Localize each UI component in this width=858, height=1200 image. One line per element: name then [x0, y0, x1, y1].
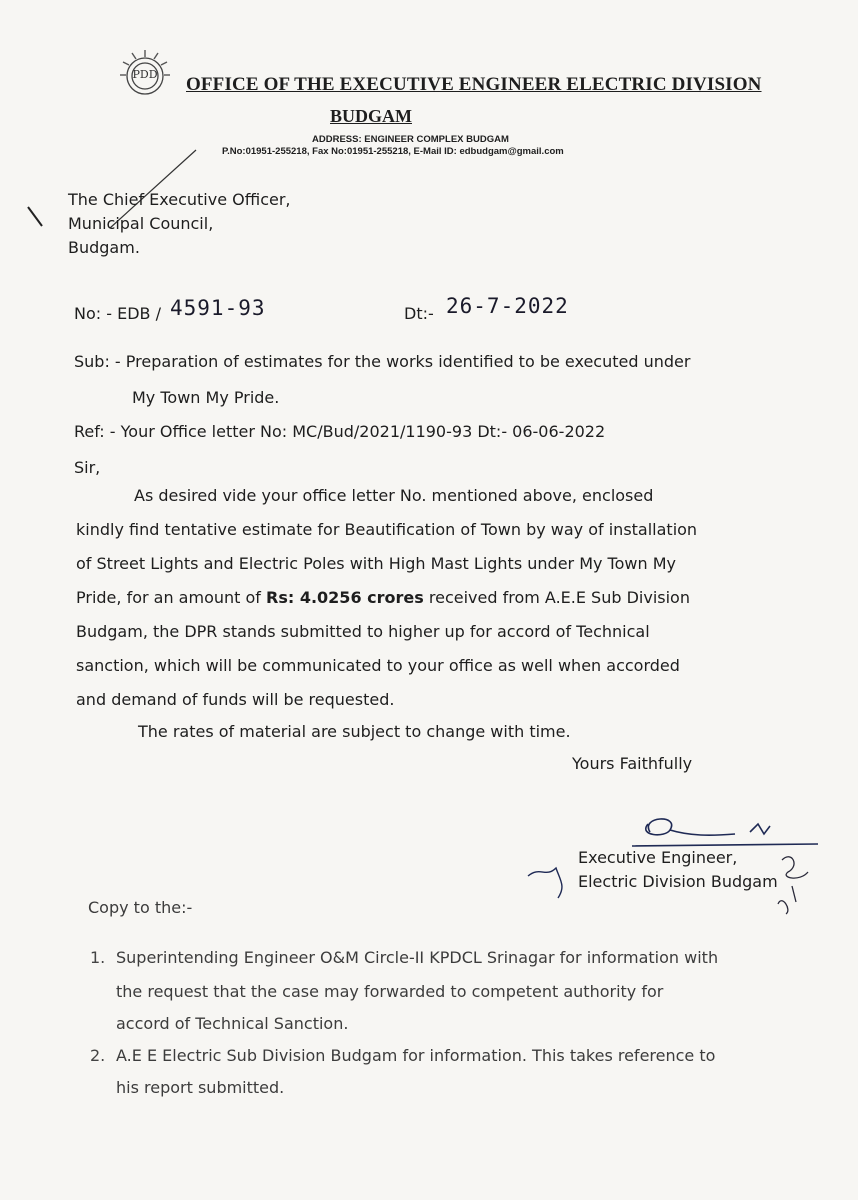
list-number: 2.: [90, 1046, 106, 1065]
office-contact: P.No:01951-255218, Fax No:01951-255218, E-Mail ID: edbudgam@gmail.com: [222, 146, 564, 157]
amount-highlight: Rs: 4.0256 crores: [266, 588, 424, 607]
office-address: ADDRESS: ENGINEER COMPLEX BUDGAM: [312, 134, 509, 145]
body-line: and demand of funds will be requested.: [76, 690, 395, 709]
body-line: kindly find tentative estimate for Beautification of Town by way of installation: [76, 520, 698, 539]
body-line-amount: [76, 588, 690, 607]
date-handwritten: 26-7-2022: [446, 294, 569, 318]
office-city: BUDGAM: [330, 106, 412, 126]
office-title: OFFICE OF THE EXECUTIVE ENGINEER ELECTRIC DIVISION: [186, 74, 762, 95]
rates-note: The rates of material are subject to change with time.: [138, 722, 571, 741]
copy-to-heading: Copy to the:-: [88, 898, 193, 917]
date-label: Dt:-: [404, 304, 434, 323]
signature-block: [578, 846, 778, 894]
recipient-line: Budgam.: [68, 238, 140, 257]
body-line: As desired vide your office letter No. mentioned above, enclosed: [134, 486, 654, 505]
recipient-line: The Chief Executive Officer,: [68, 190, 291, 209]
ref-line: Ref: - Your Office letter No: MC/Bud/2021/1190-93 Dt:- 06-06-2022: [74, 422, 606, 441]
subject-line-cont: My Town My Pride.: [132, 388, 280, 407]
salutation: Sir,: [74, 458, 101, 477]
copy-item-line: A.E E Electric Sub Division Budgam for information. This takes reference to: [116, 1046, 716, 1065]
signatory-office: Electric Division Budgam: [578, 872, 778, 891]
body-line: Budgam, the DPR stands submitted to higher up for accord of Technical: [76, 622, 650, 641]
letter-number-label: No: - EDB /: [74, 304, 161, 323]
copy-item-line: accord of Technical Sanction.: [116, 1014, 349, 1033]
recipient-address: [68, 188, 291, 260]
body-text: Pride, for an amount of: [76, 588, 261, 607]
yours-faithfully: Yours Faithfully: [572, 754, 693, 773]
list-number: 1.: [90, 948, 106, 967]
letter-number-handwritten: 4591-93: [170, 296, 266, 320]
signatory-designation: Executive Engineer,: [578, 848, 738, 867]
body-line: of Street Lights and Electric Poles with High Mast Lights under My Town My: [76, 554, 676, 573]
copy-item-line: Superintending Engineer O&M Circle-II KPDCL Srinagar for information with: [116, 948, 719, 967]
body-line: sanction, which will be communicated to your office as well when accorded: [76, 656, 680, 675]
body-text: received from A.E.E Sub Division: [428, 588, 690, 607]
recipient-line: Municipal Council,: [68, 214, 214, 233]
subject-line: Sub: - Preparation of estimates for the works identified to be executed under: [74, 352, 691, 371]
logo-text: PDD: [132, 68, 158, 81]
copy-item-line: his report submitted.: [116, 1078, 285, 1097]
copy-item-line: the request that the case may forwarded to competent authority for: [116, 982, 664, 1001]
